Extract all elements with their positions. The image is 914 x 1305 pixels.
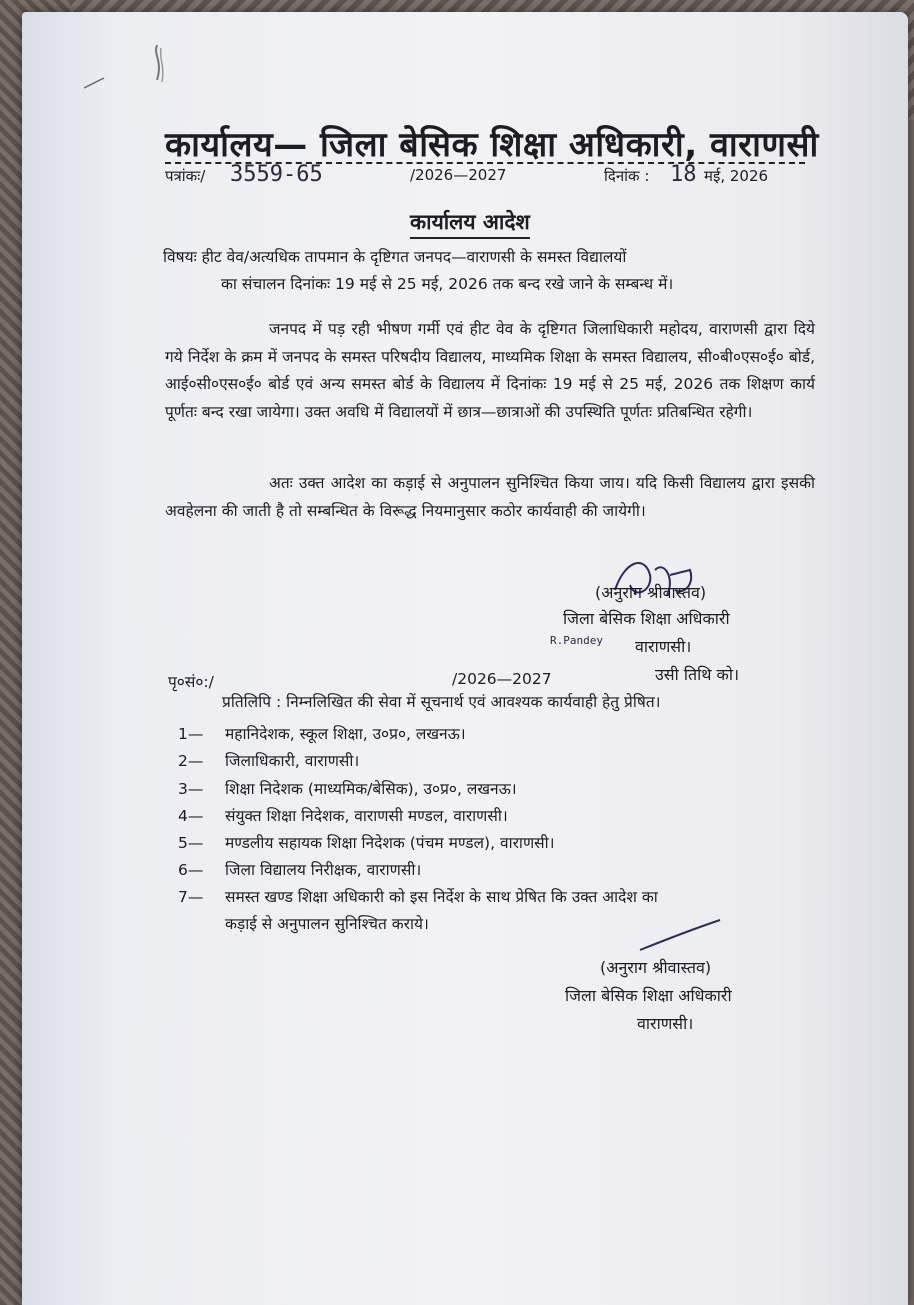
office-header: कार्यालय— जिला बेसिक शिक्षा अधिकारी, वाराणसी xyxy=(165,125,819,165)
copy-session: /2026—2027 xyxy=(452,670,552,688)
copy-ref-label: पृ०सं०:/ xyxy=(168,673,214,691)
subject-line-1: विषयः हीट वेव/अत्यधिक तापमान के दृष्टिगत जनपद—वाराणसी के समस्त विद्यालयों xyxy=(163,248,627,266)
same-date: उसी तिथि को। xyxy=(655,665,740,684)
handwritten-note: R.Pandey xyxy=(550,634,603,647)
list-item-continued: कड़ाई से अनुपालन सुनिश्चित कराये। xyxy=(225,915,429,933)
ref-label: पत्रांकः/ xyxy=(165,167,206,185)
list-item: जिलाधिकारी, वाराणसी। xyxy=(225,752,360,770)
list-item: जिला विद्यालय निरीक्षक, वाराणसी। xyxy=(225,861,422,879)
list-item-number: 2— xyxy=(178,752,204,770)
body-paragraph-1: जनपद में पड़ रही भीषण गर्मी एवं हीट वेव के दृष्टिगत जिलाधिकारी महोदय, वाराणसी द्वारा दिये गये निर्देश के क्रम में जनपद के समस्त परिषदीय विद्यालय, माध्यमिक शिक्षा के समस्त विद्यालय, सी०बी०एस०ई० बोर्ड, आई०सी०एस०ई० बोर्ड एवं अन्य समस्त बोर्ड के विद्यालय में दिनांकः 19 मई से 25 मई, 2026 तक शिक्षण कार्य पूर्णतः बन्द रखा जायेगा। उक्त अवधि में विद्यालयों में छात्र—छात्राओं की उपस्थिति पूर्णतः प्रतिबन्धित रहेगी। xyxy=(165,320,815,421)
signatory-designation-2: जिला बेसिक शिक्षा अधिकारी xyxy=(565,986,732,1005)
subject-line-2: का संचालन दिनांकः 19 मई से 25 मई, 2026 तक बन्द रखे जाने के सम्बन्ध में। xyxy=(221,275,674,293)
ref-session: /2026—2027 xyxy=(410,166,507,184)
list-item: संयुक्त शिक्षा निदेशक, वाराणसी मण्डल, वाराणसी। xyxy=(225,807,508,825)
list-item-number: 7— xyxy=(178,888,204,906)
list-item: समस्त खण्ड शिक्षा अधिकारी को इस निर्देश के साथ प्रेषित कि उक्त आदेश का xyxy=(225,888,658,906)
list-item-number: 6— xyxy=(178,861,204,879)
list-item-number: 1— xyxy=(178,725,204,743)
signatory-designation-1: जिला बेसिक शिक्षा अधिकारी xyxy=(563,609,730,628)
order-title: कार्यालय आदेश xyxy=(410,208,530,239)
document-page xyxy=(22,12,908,1305)
staple-icon xyxy=(145,40,175,90)
list-item: शिक्षा निदेशक (माध्यमिक/बेसिक), उ०प्र०, लखनऊ। xyxy=(225,780,517,798)
list-item: महानिदेशक, स्कूल शिक्षा, उ०प्र०, लखनऊ। xyxy=(225,725,466,743)
list-item-number: 3— xyxy=(178,780,204,798)
body-paragraph-2: अतः उक्त आदेश का कड़ाई से अनुपालन सुनिश्चित किया जाय। यदि किसी विद्यालय द्वारा इसकी अवहेलना की जाती है तो सम्बन्धित के विरूद्ध नियमानुसार कठोर कार्यवाही की जायेगी। xyxy=(165,474,815,520)
signatory-name-1: (अनुराग श्रीवास्तव) xyxy=(595,583,707,602)
ref-number-handwritten: 3559-65 xyxy=(230,162,323,187)
list-item: मण्डलीय सहायक शिक्षा निदेशक (पंचम मण्डल), वाराणसी। xyxy=(225,834,555,852)
list-item-number: 4— xyxy=(178,807,204,825)
signatory-place-1: वाराणसी। xyxy=(635,637,692,656)
date-rest: मई, 2026 xyxy=(704,167,769,185)
subject xyxy=(163,244,813,298)
date-label: दिनांक : xyxy=(604,167,650,185)
copy-intro: प्रतिलिपि : निम्नलिखित की सेवा में सूचनार्थ एवं आवश्यक कार्यवाही हेतु प्रेषित। xyxy=(222,693,661,711)
date-day-handwritten: 18 xyxy=(670,162,697,187)
signatory-place-2: वाराणसी। xyxy=(637,1014,694,1033)
signature-stroke xyxy=(635,915,725,955)
pencil-mark-icon xyxy=(82,72,112,92)
signatory-name-2: (अनुराग श्रीवास्तव) xyxy=(600,958,712,977)
list-item-number: 5— xyxy=(178,834,204,852)
